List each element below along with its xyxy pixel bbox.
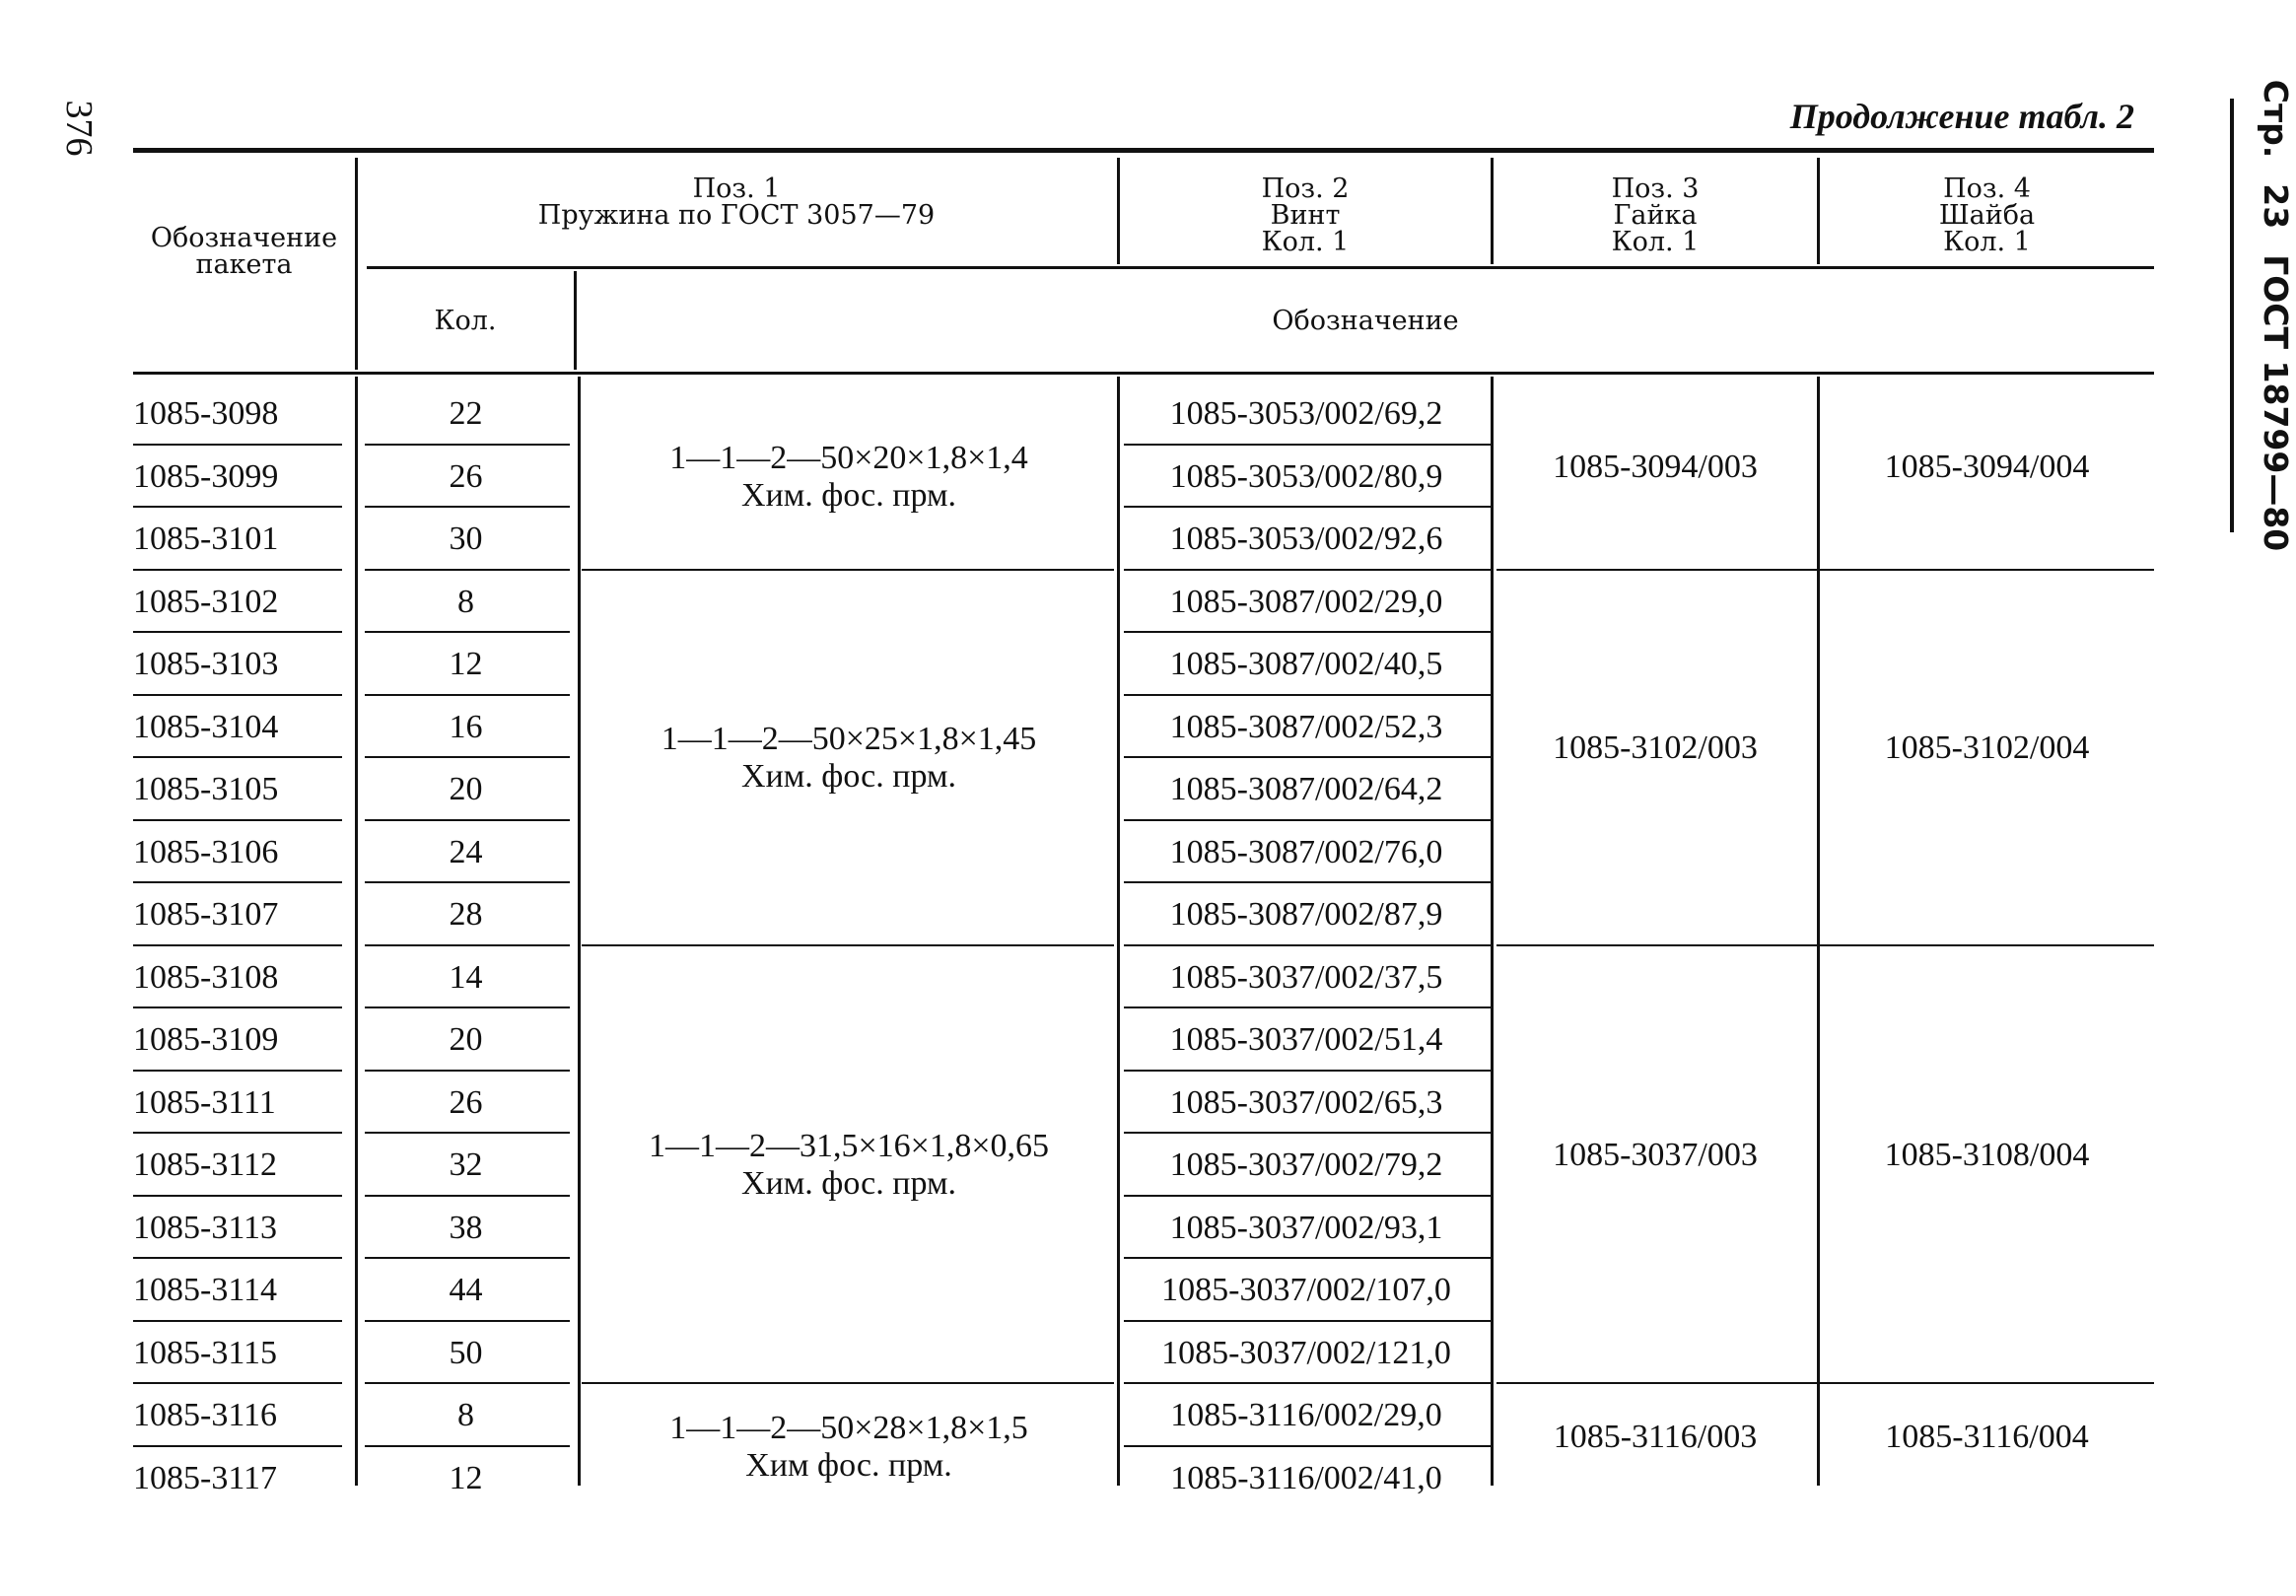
row-screw: 1085-3037/002/79,2 [1169,1146,1443,1183]
row-qty: 8 [457,1397,474,1433]
side-header-page-number: 23 [2257,183,2296,230]
group-spring [584,440,1114,515]
group-washer: 1085-3102/004 [1884,729,2090,767]
row-screw: 1085-3087/002/76,0 [1169,833,1443,870]
row-screw: 1085-3037/002/121,0 [1161,1334,1451,1371]
row-rule [365,819,570,821]
row-rule [133,819,342,821]
row-screw: 1085-3037/002/107,0 [1161,1272,1451,1308]
row-rule [1124,1070,1491,1072]
spring-designation: 1—1—2—50×25×1,8×1,45 [661,721,1037,758]
row-qty: 26 [449,457,483,495]
row-rule [133,881,342,883]
header-sub-rule [367,266,2154,269]
row-rule [365,631,570,633]
table-continuation-caption: Продолжение табл. 2 [1789,97,2134,136]
row-rule [1124,1257,1491,1259]
side-header-page-label: Стр. [2257,79,2296,159]
row-rule [1124,694,1491,696]
row-screw: 1085-3053/002/69,2 [1169,395,1443,432]
row-code: 1085-3108 [133,958,279,996]
group-nut: 1085-3116/003 [1553,1418,1758,1455]
row-rule [1124,506,1491,508]
row-rule [365,1257,570,1259]
group-nut: 1085-3094/003 [1553,448,1758,485]
header-pos3-label: Поз. 3 [1611,173,1700,204]
row-rule [1124,1445,1491,1447]
row-rule [1124,631,1491,633]
row-rule [133,1382,342,1384]
row-rule [133,1132,342,1134]
group-spring [584,1410,1114,1485]
group-spring [584,721,1114,796]
row-rule [1124,1195,1491,1197]
row-qty: 44 [449,1272,483,1308]
side-running-header [2230,79,2296,552]
group-washer: 1085-3116/004 [1885,1418,2089,1455]
row-code: 1085-3101 [133,520,279,557]
spring-coating: Хим. фос. прм. [741,758,956,796]
group-rule [582,944,1114,946]
header-qty: Кол. [434,306,497,336]
row-code: 1085-3112 [133,1146,278,1183]
row-rule [365,444,570,446]
header-pos2-name: Винт [1270,200,1341,231]
row-code: 1085-3099 [133,457,279,495]
row-rule [365,944,570,946]
row-rule [365,1070,570,1072]
header-pos2 [1120,175,1491,255]
group-washer: 1085-3094/004 [1884,448,2090,485]
row-rule [1124,569,1491,571]
row-code: 1085-3107 [133,896,279,933]
header-pos4-name: Шайба [1938,200,2036,231]
header-pos4-label: Поз. 4 [1943,173,2031,204]
row-qty: 12 [449,646,483,682]
page-number: 376 [58,100,100,157]
row-code: 1085-3117 [133,1459,278,1496]
row-qty: 24 [449,833,483,870]
group-rule [1496,944,2154,946]
group-rule [582,569,1114,571]
table-top-rule [133,148,2154,153]
row-qty: 8 [457,583,474,620]
row-code: 1085-3114 [133,1272,278,1308]
row-rule [133,756,342,758]
body-vline [1117,377,1120,1486]
row-code: 1085-3106 [133,833,279,870]
row-screw: 1085-3087/002/52,3 [1169,708,1443,745]
row-code: 1085-3103 [133,646,279,682]
row-screw: 1085-3087/002/29,0 [1169,583,1443,620]
row-screw: 1085-3116/002/41,0 [1170,1459,1442,1496]
row-rule [133,1070,342,1072]
header-pos1-label: Поз. 1 [692,173,781,204]
row-rule [1124,944,1491,946]
spring-coating: Хим. фос. прм. [741,1165,956,1202]
group-spring [584,1128,1114,1203]
group-nut: 1085-3037/003 [1553,1137,1758,1173]
header-pos2-qty: Кол. 1 [1261,227,1350,257]
row-rule [365,1006,570,1008]
row-screw: 1085-3037/002/93,1 [1169,1209,1443,1246]
row-screw: 1085-3053/002/80,9 [1169,457,1443,495]
header-pos3-name: Гайка [1613,200,1698,231]
row-rule [133,1195,342,1197]
row-screw: 1085-3087/002/40,5 [1169,646,1443,682]
header-pos1-desc: Пружина по ГОСТ 3057—79 [537,200,936,231]
row-rule [365,756,570,758]
row-code: 1085-3113 [133,1209,278,1246]
row-code: 1085-3098 [133,395,279,432]
row-screw: 1085-3037/002/37,5 [1169,958,1443,996]
row-qty: 20 [449,1021,483,1058]
row-rule [133,444,342,446]
row-rule [1124,881,1491,883]
row-rule [133,569,342,571]
row-qty: 20 [449,771,483,807]
group-washer: 1085-3108/004 [1884,1137,2090,1173]
row-code: 1085-3111 [133,1083,276,1121]
row-rule [365,694,570,696]
row-code: 1085-3105 [133,771,279,807]
row-qty: 12 [449,1459,483,1496]
row-screw: 1085-3037/002/51,4 [1169,1021,1443,1058]
row-rule [365,1382,570,1384]
spring-coating: Хим. фос. прм. [741,476,956,514]
header-designation-sub: Обозначение [1272,306,1459,336]
row-rule [133,694,342,696]
group-nut: 1085-3102/003 [1553,729,1758,767]
row-qty: 26 [449,1083,483,1121]
row-rule [133,1006,342,1008]
row-rule [1124,1132,1491,1134]
row-rule [365,506,570,508]
row-rule [133,506,342,508]
row-rule [133,631,342,633]
row-screw: 1085-3037/002/65,3 [1169,1083,1443,1121]
header-pos4-qty: Кол. 1 [1943,227,2031,257]
row-qty: 38 [449,1209,483,1246]
row-rule [365,1132,570,1134]
group-rule [1496,569,2154,571]
row-qty: 14 [449,958,483,996]
row-rule [1124,444,1491,446]
row-rule [1124,756,1491,758]
row-rule [133,944,342,946]
row-screw: 1085-3116/002/29,0 [1170,1397,1442,1433]
row-screw: 1085-3087/002/64,2 [1169,771,1443,807]
row-qty: 16 [449,708,483,745]
row-rule [1124,1382,1491,1384]
row-rule [133,1257,342,1259]
group-rule [582,1382,1114,1384]
row-rule [365,881,570,883]
side-header-standard: ГОСТ 18799—80 [2257,254,2296,552]
body-vline [355,377,358,1486]
row-code: 1085-3104 [133,708,279,745]
row-rule [133,1445,342,1447]
row-qty: 22 [449,395,483,432]
group-rule [1496,1382,2154,1384]
row-code: 1085-3116 [133,1397,278,1433]
row-qty: 30 [449,520,483,557]
row-code: 1085-3109 [133,1021,279,1058]
body-vline [1817,377,1820,1486]
row-qty: 32 [449,1146,483,1183]
spring-coating: Хим фос. прм. [745,1446,952,1484]
body-vline [578,377,581,1486]
body-vline [1491,377,1494,1486]
row-qty: 50 [449,1334,483,1371]
header-pos3-qty: Кол. 1 [1611,227,1700,257]
row-code: 1085-3115 [133,1334,278,1371]
row-rule [365,1195,570,1197]
row-rule [365,1320,570,1322]
row-screw: 1085-3087/002/87,9 [1169,896,1443,933]
spring-designation: 1—1—2—50×20×1,8×1,4 [669,439,1028,476]
header-designation: Обозначение пакета [150,223,338,280]
spring-designation: 1—1—2—31,5×16×1,8×0,65 [648,1128,1050,1164]
row-qty: 28 [449,896,483,933]
row-rule [1124,819,1491,821]
row-rule [365,569,570,571]
row-code: 1085-3102 [133,583,279,620]
row-rule [1124,1006,1491,1008]
row-screw: 1085-3053/002/92,6 [1169,520,1443,557]
header-bottom-rule [133,372,2154,375]
row-rule [1124,1320,1491,1322]
header-pos1 [357,175,1116,229]
header-pos3 [1494,175,1817,255]
spring-designation: 1—1—2—50×28×1,8×1,5 [669,1409,1028,1446]
side-header-text [2257,79,2296,552]
header-pos2-label: Поз. 2 [1261,173,1350,204]
header-pos4 [1820,175,2154,255]
row-rule [365,1445,570,1447]
row-rule [133,1320,342,1322]
